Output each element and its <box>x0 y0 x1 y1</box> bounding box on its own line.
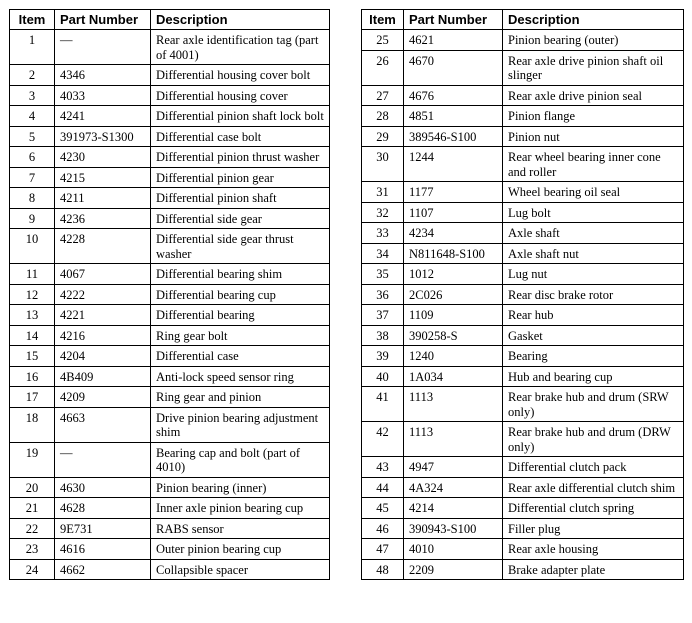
item-cell: 32 <box>362 202 404 223</box>
part-number-cell: 4204 <box>55 346 151 367</box>
description-cell: Ring gear and pinion <box>151 387 330 408</box>
description-cell: Drive pinion bearing adjustment shim <box>151 407 330 442</box>
description-cell: Differential case bolt <box>151 126 330 147</box>
description-cell: Gasket <box>503 325 684 346</box>
table-row <box>10 518 330 539</box>
item-cell: 37 <box>362 305 404 326</box>
description-cell: Differential bearing shim <box>151 264 330 285</box>
table-row <box>362 50 684 85</box>
description-cell: Rear hub <box>503 305 684 326</box>
part-number-cell: 4663 <box>55 407 151 442</box>
item-cell: 31 <box>362 182 404 203</box>
part-number-cell: 4230 <box>55 147 151 168</box>
table-row <box>10 188 330 209</box>
part-number-cell: 4947 <box>404 457 503 478</box>
part-number-cell: 2209 <box>404 559 503 580</box>
description-cell: Differential case <box>151 346 330 367</box>
part-number-cell: 1107 <box>404 202 503 223</box>
description-cell: Rear axle identification tag (part of 4001) <box>151 30 330 65</box>
table-row <box>10 559 330 580</box>
description-cell: Lug bolt <box>503 202 684 223</box>
part-number-column-header: Part Number <box>55 10 151 30</box>
description-cell: Rear axle housing <box>503 539 684 560</box>
part-number-cell: — <box>55 30 151 65</box>
item-cell: 17 <box>10 387 55 408</box>
part-number-cell: 4209 <box>55 387 151 408</box>
description-cell: Axle shaft nut <box>503 243 684 264</box>
table-row <box>362 559 684 580</box>
description-cell: Inner axle pinion bearing cup <box>151 498 330 519</box>
table-row <box>10 407 330 442</box>
part-number-cell: 4221 <box>55 305 151 326</box>
parts-table-right-body <box>362 30 684 580</box>
item-cell: 25 <box>362 30 404 51</box>
part-number-cell: 4033 <box>55 85 151 106</box>
description-cell: Differential pinion shaft <box>151 188 330 209</box>
item-column-header: Item <box>362 10 404 30</box>
item-cell: 2 <box>10 65 55 86</box>
table-row <box>10 284 330 305</box>
item-cell: 33 <box>362 223 404 244</box>
item-cell: 1 <box>10 30 55 65</box>
part-number-cell: 390943-S100 <box>404 518 503 539</box>
part-number-cell: 4234 <box>404 223 503 244</box>
table-row <box>10 346 330 367</box>
description-cell: Lug nut <box>503 264 684 285</box>
description-cell: Rear axle differential clutch shim <box>503 477 684 498</box>
item-cell: 34 <box>362 243 404 264</box>
table-row <box>362 182 684 203</box>
table-row <box>10 498 330 519</box>
item-cell: 38 <box>362 325 404 346</box>
description-cell: Collapsible spacer <box>151 559 330 580</box>
item-cell: 10 <box>10 229 55 264</box>
description-cell: Pinion bearing (inner) <box>151 477 330 498</box>
item-cell: 19 <box>10 442 55 477</box>
table-row <box>10 539 330 560</box>
item-cell: 13 <box>10 305 55 326</box>
item-cell: 26 <box>362 50 404 85</box>
item-cell: 21 <box>10 498 55 519</box>
table-row <box>362 387 684 422</box>
part-number-cell: 4214 <box>404 498 503 519</box>
item-cell: 27 <box>362 85 404 106</box>
table-row <box>362 457 684 478</box>
part-number-cell: N811648-S100 <box>404 243 503 264</box>
description-cell: Rear brake hub and drum (DRW only) <box>503 422 684 457</box>
part-number-cell: 1012 <box>404 264 503 285</box>
item-cell: 35 <box>362 264 404 285</box>
part-number-cell: 4662 <box>55 559 151 580</box>
part-number-cell: 4067 <box>55 264 151 285</box>
item-cell: 20 <box>10 477 55 498</box>
part-number-cell: 389546-S100 <box>404 126 503 147</box>
part-number-cell: 4851 <box>404 106 503 127</box>
part-number-cell: 4676 <box>404 85 503 106</box>
item-cell: 11 <box>10 264 55 285</box>
description-cell: Ring gear bolt <box>151 325 330 346</box>
description-cell: Differential clutch pack <box>503 457 684 478</box>
table-row <box>10 264 330 285</box>
table-row <box>10 30 330 65</box>
item-cell: 4 <box>10 106 55 127</box>
part-number-cell: 1109 <box>404 305 503 326</box>
part-number-cell: 1240 <box>404 346 503 367</box>
item-cell: 41 <box>362 387 404 422</box>
table-row <box>362 305 684 326</box>
description-column-header: Description <box>503 10 684 30</box>
description-cell: Bearing <box>503 346 684 367</box>
description-cell: Differential pinion shaft lock bolt <box>151 106 330 127</box>
item-cell: 40 <box>362 366 404 387</box>
part-number-cell: 4346 <box>55 65 151 86</box>
item-cell: 42 <box>362 422 404 457</box>
item-cell: 39 <box>362 346 404 367</box>
table-row <box>362 264 684 285</box>
table-row <box>10 65 330 86</box>
description-cell: Differential clutch spring <box>503 498 684 519</box>
description-cell: Differential housing cover <box>151 85 330 106</box>
part-number-cell: 4236 <box>55 208 151 229</box>
part-number-cell: 1177 <box>404 182 503 203</box>
table-row <box>362 85 684 106</box>
table-row <box>362 243 684 264</box>
part-number-cell: 1113 <box>404 387 503 422</box>
description-cell: Filler plug <box>503 518 684 539</box>
table-row <box>10 85 330 106</box>
description-cell: Differential pinion gear <box>151 167 330 188</box>
item-cell: 5 <box>10 126 55 147</box>
table-row <box>362 147 684 182</box>
description-cell: Hub and bearing cup <box>503 366 684 387</box>
header-row <box>362 10 684 30</box>
table-row <box>362 30 684 51</box>
description-cell: Rear wheel bearing inner cone and roller <box>503 147 684 182</box>
table-row <box>10 208 330 229</box>
part-number-cell: 4241 <box>55 106 151 127</box>
item-cell: 47 <box>362 539 404 560</box>
part-number-cell: 1113 <box>404 422 503 457</box>
table-row <box>362 223 684 244</box>
table-row <box>362 106 684 127</box>
part-number-cell: 4010 <box>404 539 503 560</box>
item-cell: 30 <box>362 147 404 182</box>
part-number-column-header: Part Number <box>404 10 503 30</box>
item-cell: 9 <box>10 208 55 229</box>
parts-table-right <box>361 9 684 580</box>
table-row <box>10 442 330 477</box>
part-number-cell: 4222 <box>55 284 151 305</box>
table-row <box>10 305 330 326</box>
item-column-header: Item <box>10 10 55 30</box>
table-row <box>10 167 330 188</box>
table-row <box>362 325 684 346</box>
table-row <box>362 498 684 519</box>
description-cell: Rear brake hub and drum (SRW only) <box>503 387 684 422</box>
part-number-cell: 390258-S <box>404 325 503 346</box>
part-number-cell: 4A324 <box>404 477 503 498</box>
description-cell: Anti-lock speed sensor ring <box>151 366 330 387</box>
description-cell: Pinion bearing (outer) <box>503 30 684 51</box>
part-number-cell: 4228 <box>55 229 151 264</box>
table-row <box>10 147 330 168</box>
description-cell: Differential bearing <box>151 305 330 326</box>
description-cell: RABS sensor <box>151 518 330 539</box>
part-number-cell: 4B409 <box>55 366 151 387</box>
table-row <box>10 477 330 498</box>
description-cell: Rear axle drive pinion seal <box>503 85 684 106</box>
description-cell: Wheel bearing oil seal <box>503 182 684 203</box>
part-number-cell: 4628 <box>55 498 151 519</box>
table-row <box>362 126 684 147</box>
description-cell: Bearing cap and bolt (part of 4010) <box>151 442 330 477</box>
item-cell: 18 <box>10 407 55 442</box>
parts-table-left-body <box>10 30 330 580</box>
description-cell: Pinion flange <box>503 106 684 127</box>
item-cell: 3 <box>10 85 55 106</box>
description-cell: Differential side gear <box>151 208 330 229</box>
table-row <box>362 346 684 367</box>
item-cell: 8 <box>10 188 55 209</box>
part-number-cell: 391973-S1300 <box>55 126 151 147</box>
table-row <box>10 366 330 387</box>
part-number-cell: 2C026 <box>404 284 503 305</box>
part-number-cell: 9E731 <box>55 518 151 539</box>
item-cell: 43 <box>362 457 404 478</box>
part-number-cell: 4216 <box>55 325 151 346</box>
part-number-cell: 4630 <box>55 477 151 498</box>
item-cell: 12 <box>10 284 55 305</box>
table-row <box>10 325 330 346</box>
header-row <box>10 10 330 30</box>
table-row <box>362 422 684 457</box>
item-cell: 6 <box>10 147 55 168</box>
part-number-cell: 4670 <box>404 50 503 85</box>
description-cell: Axle shaft <box>503 223 684 244</box>
part-number-cell: 4616 <box>55 539 151 560</box>
table-row <box>362 202 684 223</box>
item-cell: 46 <box>362 518 404 539</box>
table-row <box>10 387 330 408</box>
item-cell: 16 <box>10 366 55 387</box>
table-row <box>10 106 330 127</box>
item-cell: 28 <box>362 106 404 127</box>
description-cell: Rear disc brake rotor <box>503 284 684 305</box>
description-cell: Rear axle drive pinion shaft oil slinger <box>503 50 684 85</box>
part-number-cell: — <box>55 442 151 477</box>
table-row <box>10 126 330 147</box>
table-row <box>362 477 684 498</box>
table-row <box>362 366 684 387</box>
part-number-cell: 4621 <box>404 30 503 51</box>
item-cell: 24 <box>10 559 55 580</box>
part-number-cell: 4215 <box>55 167 151 188</box>
description-column-header: Description <box>151 10 330 30</box>
item-cell: 7 <box>10 167 55 188</box>
part-number-cell: 1244 <box>404 147 503 182</box>
table-row <box>10 229 330 264</box>
item-cell: 14 <box>10 325 55 346</box>
description-cell: Outer pinion bearing cup <box>151 539 330 560</box>
item-cell: 22 <box>10 518 55 539</box>
table-row <box>362 284 684 305</box>
part-number-cell: 1A034 <box>404 366 503 387</box>
item-cell: 36 <box>362 284 404 305</box>
part-number-cell: 4211 <box>55 188 151 209</box>
description-cell: Differential housing cover bolt <box>151 65 330 86</box>
item-cell: 48 <box>362 559 404 580</box>
description-cell: Differential pinion thrust washer <box>151 147 330 168</box>
description-cell: Pinion nut <box>503 126 684 147</box>
item-cell: 23 <box>10 539 55 560</box>
description-cell: Brake adapter plate <box>503 559 684 580</box>
item-cell: 29 <box>362 126 404 147</box>
parts-table-left <box>9 9 330 580</box>
item-cell: 44 <box>362 477 404 498</box>
item-cell: 15 <box>10 346 55 367</box>
table-row <box>362 518 684 539</box>
description-cell: Differential bearing cup <box>151 284 330 305</box>
description-cell: Differential side gear thrust washer <box>151 229 330 264</box>
item-cell: 45 <box>362 498 404 519</box>
table-row <box>362 539 684 560</box>
